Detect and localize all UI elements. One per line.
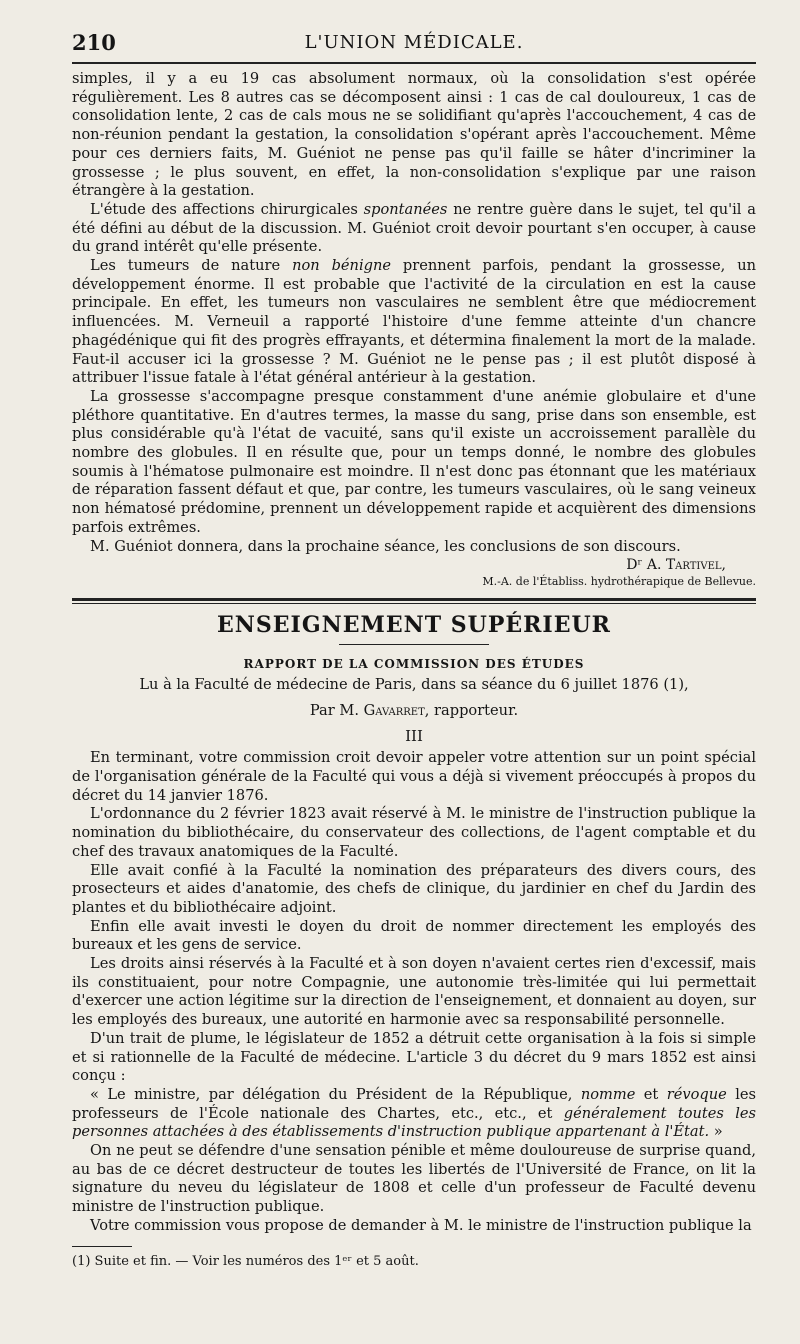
part-number: III — [405, 727, 423, 746]
paragraph: En terminant, votre commission croit devoir appeler votre attention sur un point spécial de l'organisation générale de la Faculté qui vous a déjà si vivement préoccupés à propos du décret du 14 janvier 1876. — [72, 749, 756, 804]
report-author: Par M. Gavarret, rapporteur. — [309, 702, 519, 720]
section-rule-thin — [72, 603, 756, 604]
paragraph: D'un trait de plume, le législateur de 1852 a détruit cette organisation à la fois si simple et si rationnelle de la Faculté de médecine. L'article 3 du décret du 9 mars 1852 est ainsi conçu : — [72, 1029, 756, 1085]
paragraph: Les droits ainsi réservés à la Faculté et à son doyen n'avaient certes rien d'excessif, mais ils constituaient, pour notre Compagnie, une autonomie très-limitée qui lui permettait d'exercer une action légitime sur la direction de l'enseignement, et donnaient au doyen, sur les employés des bureaux, une autorité en harmonie avec sa responsabilité personnelle. — [72, 955, 756, 1029]
paragraph: Enfin elle avait investi le doyen du droit de nommer directement les employés des bureaux et les gens de service. — [72, 917, 756, 954]
quotation: « Le ministre, par délégation du Président de la République, nomme et révoque les professeurs de l'École nationale des Chartes, etc., etc., et généralement toutes les personnes attachées à des établissements d'instruction publique appartenant à l'État. » — [72, 1085, 756, 1141]
footnote: (1) Suite et fin. — Voir les numéros des 1ᵉʳ et 5 août. — [72, 1253, 419, 1269]
paragraph: M. Guéniot donnera, dans la prochaine séance, les conclusions de son discours. — [90, 537, 681, 555]
paragraph: L'étude des affections chirurgicales spontanées ne rentre guère dans le sujet, tel qu'il a été défini au début de la discussion. M. Guéniot croit devoir pourtant s'en occuper, à cause du grand intérêt qu'elle présente. — [72, 200, 756, 256]
section-title: ENSEIGNEMENT SUPÉRIEUR — [217, 612, 611, 639]
paragraph: Elle avait confié à la Faculté la nomination des préparateurs des divers cours, des prosecteurs et aides d'anatomie, des chefs de clinique, du jardinier en chef du Jardin des plantes et du bibliothécaire adjoint. — [72, 861, 756, 916]
article-discussion — [72, 70, 756, 590]
page-header — [72, 20, 756, 56]
report-subtitle: Lu à la Faculté de médecine de Paris, dans sa séance du 6 juillet 1876 (1), — [139, 676, 689, 694]
paragraph: simples, il y a eu 19 cas absolument normaux, où la consolidation s'est opérée régulièrement. Les 8 autres cas se décomposent ainsi : 1 cas de cal douloureux, 1 cas de consolidation lente, 2 cas de cals mous ne se solidifiant qu'après l'accouchement, 4 cas de non-réunion pendant la gestation, la consolidation s'opérant après l'accouchement. Même pour ces derniers faits, M. Guéniot ne pense pas qu'il faille se hâter d'incriminer la grossesse ; le plus souvent, en effet, la non-consolidation s'explique par une raison étrangère à la gestation. — [72, 70, 756, 200]
author-signature: Dʳ A. Tartivel, — [626, 557, 726, 574]
header-rule — [72, 62, 756, 64]
paragraph: La grossesse s'accompagne presque constamment d'une anémie globulaire et d'une pléthore quantitative. En d'autres termes, la masse du sang, prise dans son ensemble, est plus considérable qu'à l'état de vacuité, sans qu'il existe un accroissement parallèle du nombre des globules. Il en résulte que, pour un temps donné, le nombre des globules soumis à l'hématose pulmonaire est moindre. Il n'est donc pas étonnant que les matériaux de réparation fassent défaut et que, par contre, les tumeurs vasculaires, où le sang veineux non hématosé prédomine, prennent un développement rapide et acquièrent des dimensions parfois extrêmes. — [72, 387, 756, 536]
paragraph: Les tumeurs de nature non bénigne prennent parfois, pendant la grossesse, un développement énorme. Il est probable que l'activité de la circulation en est la cause principale. En effet, les tumeurs non vasculaires ne semblent être que médiocrement influencées. M. Verneuil a rapporté l'histoire d'une femme atteinte d'un chancre phagédénique qui fit des progrès effrayants, et détermina finalement la mort de la malade. Faut-il accuser ici la grossesse ? M. Guéniot ne le pense pas ; il est plutôt disposé à attribuer l'issue fatale à l'état général antérieur à la gestation. — [72, 257, 756, 387]
paragraph: L'ordonnance du 2 février 1823 avait réservé à M. le ministre de l'instruction publique la nomination du bibliothécaire, du conservateur des collections, de l'agent comptable et du chef des travaux anatomiques de la Faculté. — [72, 805, 756, 860]
section-rule — [72, 598, 756, 601]
footnote-rule — [72, 1246, 132, 1247]
page-number: 210 — [72, 30, 116, 55]
paragraph: On ne peut se défendre d'une sensation pénible et même douloureuse de surprise quand, au bas de ce décret destructeur de toutes les libertés de l'Université de France, on lit la signature du neveu du législateur de 1808 et celle d'un professeur de Faculté devenu ministre de l'instruction publique. — [72, 1142, 756, 1216]
running-title: L'UNION MÉDICALE. — [304, 32, 524, 53]
report-title: RAPPORT DE LA COMMISSION DES ÉTUDES — [243, 657, 585, 672]
author-affiliation: M.-A. de l'Établiss. hydrothérapique de Bellevue. — [482, 575, 756, 589]
paragraph: Votre commission vous propose de demander à M. le ministre de l'instruction publique la — [90, 1216, 752, 1234]
article-report — [72, 749, 756, 1235]
title-rule — [339, 644, 489, 645]
